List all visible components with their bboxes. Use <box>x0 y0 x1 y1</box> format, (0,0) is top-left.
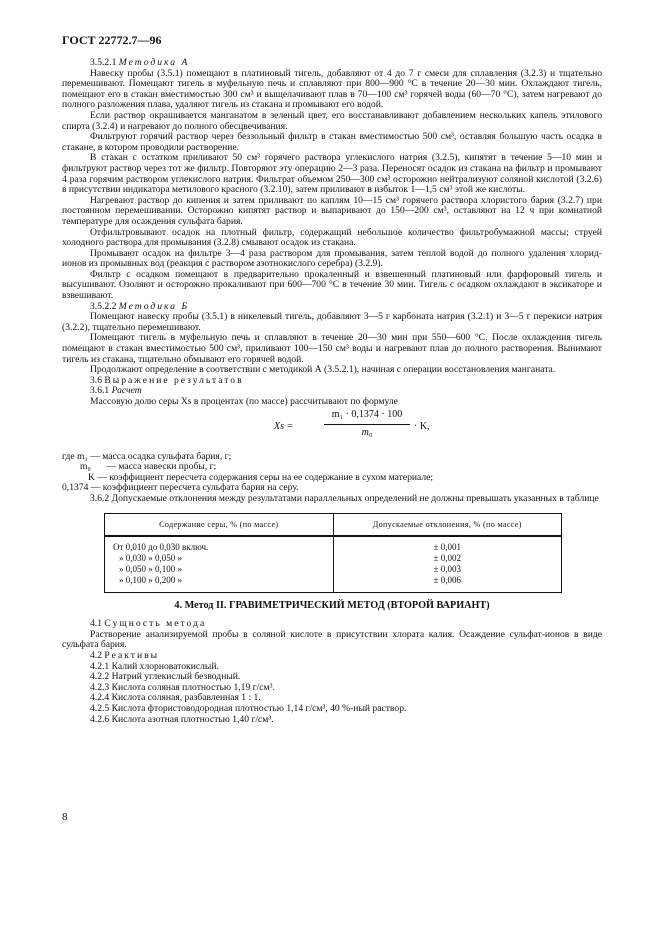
paragraph: Навеску пробы (3.5.1) помещают в платиновый тигель, добавляют от 4 до 7 г смеси для сплавления (3.2.3) и тщательно перемешивают. Помещают тигель в муфельную печь и сплавляют при 800—900 °С в течение 20—30 мин. Охлаждают тигель, помещают его в стакан вместимостью 300 см³ и выщелачивают плав в 70—100 см³ горячей воды (60—70 °С), затем нагревают до полного разложения плава, удаляют тигель из стакана и промывают его водой. <box>62 67 602 111</box>
table-row <box>105 536 562 593</box>
table-cell-line: » 0,100 » 0,200 » <box>119 574 182 585</box>
reagent-item: 4.2.6 Кислота азотная плотностью 1,40 г/см³. <box>90 713 274 725</box>
heading-name: Выражение результатов <box>104 374 244 386</box>
definition-text: — коэффициент пересчета содержания серы на ее содержание в сухом материале; <box>97 471 434 483</box>
table-cell-line: ± 0,002 <box>433 552 461 563</box>
heading-number: 4.1 <box>90 618 102 630</box>
definition-text: — коэффициент пересчета сульфата бария на серу. <box>90 482 299 494</box>
paragraph: Фильтруют горячий раствор через беззольный фильтр в стакан вместимостью 500 см³, оставляя большую часть осадка в стакане, в котором проводили растворение. <box>62 131 602 153</box>
document-body <box>62 58 602 725</box>
heading-number: 3.5.2.2 <box>90 300 117 312</box>
heading-number: 3.6.1 <box>90 385 110 397</box>
definition-term: K <box>88 471 95 483</box>
definition-text: — масса навески пробы, г; <box>106 461 217 473</box>
paragraph: Промывают осадок на фильтре 3—4 раза раствором для промывания, затем теплой водой до полного удаления хлорид-ионов из промывных вод (реакция с раствором азотнокислого серебра) (3.2.9). <box>62 247 602 270</box>
definition-term: где m₁ <box>62 450 88 462</box>
table-cell-line: ± 0,006 <box>433 574 461 585</box>
reagent-item: 4.2.2 Натрий углекислый безводный. <box>90 671 241 683</box>
heading-name: Методика А <box>118 57 190 68</box>
table-header-row <box>105 513 562 536</box>
paragraph: Фильтр с осадком помещают в предварительно прокаленный и взвешенный платиновый или фарфоровый тигель и высушивают. Озоляют и осторожно прокаливают при 600—700 °С в течение 30 мин. Тигель с осадком охлаждают в эксикаторе и взвешивают. <box>62 268 602 302</box>
page-header-title: ГОСТ 22772.7—96 <box>62 33 162 47</box>
heading-4-2 <box>62 651 602 662</box>
reagent-item: 4.2.4 Кислота соляная, разбавленная 1 : 1. <box>90 692 261 704</box>
paragraph: Продолжают определение в соответствии с методикой А (3.5.2.1), начиная с операции восстановления манганата. <box>90 364 556 376</box>
table-cell-tolerance <box>333 536 562 593</box>
heading-name: Расчет <box>111 385 142 397</box>
table-cell-line: ± 0,003 <box>433 563 461 574</box>
table-cell-line: » 0,030 » 0,050 » <box>119 552 182 563</box>
fraction-bar <box>324 424 410 425</box>
table-cell-line: » 0,050 » 0,100 » <box>119 563 182 574</box>
formula <box>62 410 602 448</box>
table-cell-content <box>105 536 334 593</box>
reagent-item: 4.2.3 Кислота соляная плотностью 1,19 г/см³. <box>90 681 275 693</box>
table-cell-line: ± 0,001 <box>433 541 461 552</box>
formula-definitions <box>62 452 602 494</box>
definition-text: — масса осадка сульфата бария, г; <box>90 450 232 462</box>
paragraph: Если раствор окрашивается манганатом в зеленый цвет, его восстанавливают добавлением нескольких капель этилового спирта (3.2.4) и нагревают до полного обесцвечивания. <box>62 109 602 132</box>
formula-numerator: m₁ · 0,1374 · 100 <box>331 408 403 420</box>
reagent-item: 4.2.5 Кислота фтористоводородная плотностью 1,14 г/см³, 40 %-ный раствор. <box>90 702 407 714</box>
heading-name: Сущность метода <box>104 618 207 630</box>
heading-3-6 <box>62 376 602 387</box>
section-4-title: 4. Метод II. ГРАВИМЕТРИЧЕСКИЙ МЕТОД (ВТОРОЙ ВАРИАНТ) <box>174 599 490 611</box>
paragraph: Отфильтровывают осадок на плотный фильтр, содержащий небольшое количество фильтробумажной массы; струей холодного раствора для промывания (3.2.8) смывают осадок из стакана. <box>62 226 602 249</box>
table-header-cell: Содержание серы, % (по массе) <box>105 513 334 536</box>
heading-3-5-2-1 <box>62 58 602 69</box>
paragraph: Нагревают раствор до кипения и затем приливают по каплям 10—15 см³ горячего раствора хлористого бария (3.2.7) при постоянном перемешивании. Осторожно кипятят раствор и выпаривают до 150—200 см³, оставляют на 12 ч при комнатной температуре для осаждения сульфата бария. <box>62 194 602 227</box>
paragraph: В стакан с остатком приливают 50 см³ горячего раствора углекислого натрия (3.2.5), кипятят в течение 5—10 мин и фильтруют раствор через тот же фильтр. Повторяют эту операцию 2—3 раза. Переносят осадок из стакана на фильтр и промывают 4 раза горячим раствором углекислого натрия. Фильтрат объемом 250—300 см³ осторожно нейтрализуют соляной кислотой (3.2.6) в присутствии индикатора метилового красного (3.2.10), затем приливают в избыток 1—1,5 см³ этой же кислоты. <box>62 152 602 196</box>
tolerance-table <box>104 513 562 593</box>
table-header-cell: Допускаемые отклонения, % (по массе) <box>333 513 562 536</box>
paragraph: Помещают тигель в муфельную печь и сплавляют в течение 20—30 мин при 550—600 °С. После охлаждения тигель помещают в стакан вместимостью 500 см³, приливают 100—150 см³ воды и нагревают плав до полного растворения. Вынимают тигель из стакана, тщательно обмывают его горячей водой. <box>62 332 602 365</box>
heading-number: 3.5.2.1 <box>90 57 117 68</box>
paragraph: Растворение анализируемой пробы в соляной кислоте в присутствии хлората калия. Осаждение сульфат-ионов в виде сульфата бария. <box>62 628 602 651</box>
formula-rhs: · K, <box>414 420 430 432</box>
paragraph: 3.6.2 Допускаемые отклонения между результатами параллельных определений не должны превышать указанных в таблице <box>90 492 599 504</box>
heading-name: Реактивы <box>104 649 160 661</box>
definition-term: 0,1374 <box>62 482 89 494</box>
heading-number: 4.2 <box>90 649 102 661</box>
heading-name: Методика Б <box>118 300 190 312</box>
heading-number: 3.6 <box>90 374 102 386</box>
paragraph: Помещают навеску пробы (3.5.1) в никелевый тигель, добавляют 3—5 г карбоната натрия (3.2.1) и 3—5 г перекиси натрия (3.2.2), тщательно перемешивают. <box>62 311 602 333</box>
table-cell-line: От 0,010 до 0,030 включ. <box>113 541 209 552</box>
definition-term: m₀ <box>80 461 91 473</box>
page-number: 8 <box>62 811 68 823</box>
reagent-item: 4.2.1 Калий хлорноватокислый. <box>90 660 219 672</box>
formula-denominator: m₀ <box>361 426 373 438</box>
formula-lhs: Xs = <box>274 420 294 432</box>
paragraph: Массовую долю серы Xs в процентах (по массе) рассчитывают по формуле <box>90 396 398 407</box>
